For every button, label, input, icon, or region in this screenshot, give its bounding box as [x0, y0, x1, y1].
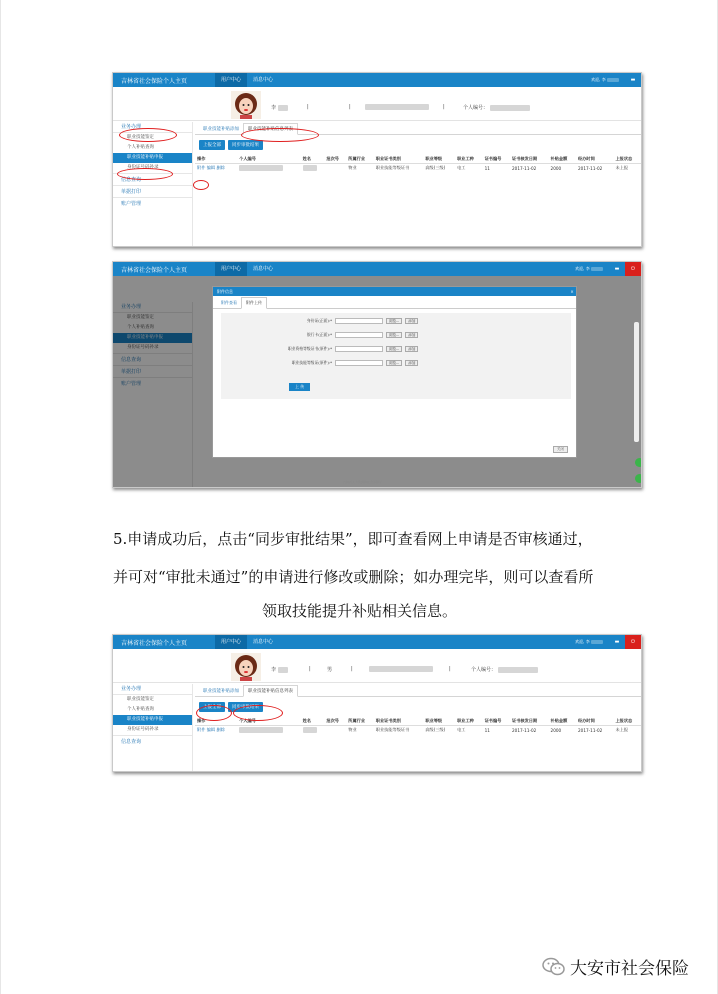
- screenshot-2: [112, 261, 642, 488]
- add-button[interactable]: 添加: [405, 360, 418, 366]
- nav-user-center[interactable]: 用户中心: [215, 262, 247, 276]
- browse-button[interactable]: 浏览...: [386, 332, 402, 338]
- menu-info-query[interactable]: 信息查询: [113, 735, 192, 747]
- profile-sep: |: [443, 104, 445, 110]
- profile-sep: |: [309, 666, 311, 672]
- user-menu[interactable]: 欢迎, 李: [569, 266, 609, 272]
- edit-link[interactable]: 编辑: [206, 165, 216, 170]
- sync-button[interactable]: 同步审批结果: [228, 140, 263, 150]
- profile-sep: |: [307, 104, 309, 110]
- browse-button[interactable]: 浏览...: [386, 346, 402, 352]
- site-title: 吉林省社会保险个人主页: [121, 77, 188, 85]
- th: 证书编号: [483, 155, 510, 164]
- report-all-button[interactable]: 上报全部: [199, 140, 225, 150]
- menu-business[interactable]: 业务办理: [113, 684, 192, 695]
- th: 职业证书类别: [374, 155, 424, 164]
- profile-bar: [113, 649, 641, 683]
- profile-id-blur: [365, 104, 429, 111]
- sub-item[interactable]: 身份证号码补录: [127, 345, 159, 350]
- file-input[interactable]: [335, 360, 383, 366]
- delete-link[interactable]: 删除: [216, 727, 225, 732]
- th: 证书核发日期: [510, 717, 549, 726]
- th: 职业证书类别: [374, 717, 424, 726]
- power-icon[interactable]: ⏻: [625, 635, 641, 649]
- instruction-line-1: 5.申请成功后，点击“同步审批结果”，即可查看网上申请是否审核通过，: [113, 530, 593, 548]
- profile-gender: 男: [327, 667, 333, 673]
- close-button[interactable]: 关闭: [553, 446, 568, 453]
- nav-user-center[interactable]: 用户中心: [215, 635, 247, 649]
- site-title: 吉林省社会保险个人主页: [121, 639, 188, 647]
- th: 所属行业: [346, 155, 373, 164]
- th: 经办时间: [576, 155, 613, 164]
- th: 证书核发日期: [510, 155, 549, 164]
- menu-print[interactable]: 单据打印: [113, 185, 192, 197]
- profile-sep: |: [349, 104, 351, 110]
- data-table: [195, 155, 641, 172]
- tab-apply[interactable]: 职业技能补贴添加: [203, 127, 239, 132]
- screenshot-1: [112, 72, 642, 247]
- cell: 2000: [550, 727, 562, 733]
- th: 补贴金额: [549, 717, 576, 726]
- profile-bar: [113, 87, 641, 121]
- avatar: [231, 653, 261, 681]
- field-label: 身份证(正面):*: [306, 318, 332, 323]
- menu-account[interactable]: 账户管理: [113, 197, 192, 209]
- user-menu[interactable]: 欢迎, 李: [585, 77, 625, 83]
- cell: 未上报: [615, 727, 629, 732]
- screenshot-3: [112, 634, 642, 772]
- tab-list[interactable]: 职业技能补贴信息列表: [243, 123, 298, 135]
- tab-attach-view[interactable]: 附件查看: [221, 300, 237, 305]
- profile-id-blur: [369, 666, 433, 673]
- close-icon[interactable]: ×: [570, 289, 574, 294]
- scrollbar[interactable]: [634, 322, 639, 442]
- nav-messages[interactable]: 消息中心: [253, 639, 274, 645]
- nav-messages[interactable]: 消息中心: [253, 77, 274, 83]
- menu-icon[interactable]: ▬: [630, 77, 636, 83]
- cell: 未上报: [615, 165, 629, 170]
- menu-business[interactable]: 业务办理: [113, 122, 192, 133]
- top-bar: [113, 73, 641, 87]
- menu-account[interactable]: 账户管理: [113, 377, 192, 389]
- add-button[interactable]: 添加: [405, 346, 418, 352]
- sub-item[interactable]: 个人补贴查询: [127, 707, 154, 712]
- cell: 2017-11-02: [512, 165, 537, 171]
- upload-row: [241, 359, 421, 367]
- menu-print[interactable]: 单据打印: [113, 365, 192, 377]
- cell: 11: [484, 727, 490, 733]
- file-input[interactable]: [335, 346, 383, 352]
- highlight-oval: [233, 705, 283, 721]
- th: 个人编号: [237, 155, 300, 164]
- sub-item[interactable]: 职业技能鉴定: [127, 135, 154, 140]
- content: [195, 684, 641, 771]
- th: 职业工种: [455, 717, 482, 726]
- profile-name: 李: [271, 666, 288, 673]
- menu-icon[interactable]: ▬: [614, 639, 620, 645]
- th: 证书编号: [483, 717, 510, 726]
- modal-header: [213, 287, 576, 296]
- sub-item-active[interactable]: 职业技能补贴申报: [113, 153, 192, 163]
- cell: 2017-11-02: [578, 727, 603, 733]
- file-input[interactable]: [335, 318, 383, 324]
- profile-number: 个人编号：: [463, 104, 530, 111]
- cell: 电工: [457, 165, 466, 170]
- edit-link[interactable]: 编辑: [206, 727, 216, 732]
- highlight-oval: [193, 180, 209, 190]
- th: 经办时间: [576, 717, 613, 726]
- profile-sep: |: [449, 666, 451, 672]
- source-watermark: [542, 954, 689, 979]
- add-button[interactable]: 添加: [405, 332, 418, 338]
- field-label: 银行卡(正面):*: [306, 332, 332, 337]
- sidebar: [113, 684, 193, 771]
- top-bar: [113, 262, 641, 276]
- cell: 高级(三级): [425, 727, 446, 732]
- th: 补贴金额: [549, 155, 576, 164]
- table-row: [195, 726, 641, 735]
- upload-panel: [221, 313, 571, 399]
- tab-attach-upload[interactable]: 附件上传: [241, 297, 267, 309]
- th: 职业工种: [455, 155, 482, 164]
- th: 上报状态: [613, 717, 641, 726]
- sub-item[interactable]: 身份证号码补录: [127, 727, 159, 732]
- th: 姓名: [301, 155, 325, 164]
- cell: 2000: [550, 165, 562, 171]
- sub-item-active[interactable]: 职业技能补贴申报: [113, 715, 192, 725]
- wechat-icon: [542, 957, 566, 977]
- nav-user-center[interactable]: 用户中心: [215, 73, 247, 87]
- cell: 11: [484, 165, 490, 171]
- highlight-oval: [241, 128, 319, 142]
- cell: 物业: [348, 165, 357, 170]
- th: 所属行业: [346, 717, 373, 726]
- profile-name: 李: [271, 104, 288, 111]
- table-header: [195, 155, 641, 164]
- add-button[interactable]: 添加: [405, 318, 418, 324]
- report-all-button[interactable]: 上报全部: [199, 702, 225, 712]
- sub-item[interactable]: 职业技能鉴定: [127, 697, 154, 702]
- profile-number: 个人编号：: [471, 666, 538, 673]
- sub-item[interactable]: 身份证号码补录: [127, 165, 159, 170]
- th: 职业等级: [423, 717, 455, 726]
- cell: 2017-11-02: [512, 727, 537, 733]
- cell: 物业: [348, 727, 357, 732]
- field-label: 职业技能等级证(原件):*: [291, 360, 332, 365]
- upload-row: [241, 345, 421, 353]
- cell: 高级(三级): [425, 165, 446, 170]
- modal-title: 附件信息: [217, 289, 233, 294]
- footer-note: 吉林省人力资源和社会保障厅: [343, 480, 383, 484]
- menu-info-query[interactable]: 信息查询: [113, 353, 192, 365]
- highlight-oval: [196, 705, 232, 721]
- nav-messages[interactable]: 消息中心: [253, 266, 274, 272]
- sub-item[interactable]: 个人补贴查询: [127, 145, 154, 150]
- attach-link[interactable]: 附件: [197, 727, 206, 732]
- field-label: 职业资格等级证书(原件):*: [287, 346, 332, 351]
- tab-apply[interactable]: 职业技能补贴添加: [203, 689, 239, 694]
- upload-row: [241, 317, 421, 325]
- highlight-oval: [119, 128, 177, 142]
- tab-list[interactable]: 职业技能补贴信息列表: [243, 685, 298, 697]
- th: 职业等级: [423, 155, 455, 164]
- source-name: 大安市社会保险: [570, 959, 689, 979]
- browse-button[interactable]: 浏览...: [386, 318, 402, 324]
- th: 批次号: [324, 155, 346, 164]
- th: 上报状态: [613, 155, 641, 164]
- th: 个人编号: [237, 717, 300, 726]
- attachment-modal: [212, 286, 577, 458]
- th: 批次号: [324, 717, 346, 726]
- instruction-line-3: 领取技能提升补贴相关信息。: [262, 602, 458, 620]
- cell: 电工: [457, 727, 466, 732]
- table-row: [195, 164, 641, 173]
- cell: 职业技能等级证书: [375, 727, 410, 732]
- browse-button[interactable]: 浏览...: [386, 360, 402, 366]
- menu-icon[interactable]: ▬: [614, 266, 620, 272]
- th: 操作: [195, 155, 237, 164]
- attach-link[interactable]: 附件: [197, 165, 206, 170]
- file-input[interactable]: [335, 332, 383, 338]
- upload-row: [241, 331, 421, 339]
- float-icon[interactable]: [635, 474, 642, 483]
- power-icon[interactable]: ⏻: [625, 262, 641, 276]
- menu-info-query[interactable]: 信息查询: [113, 173, 192, 185]
- instruction-line-2: 并可对“审批未通过”的申请进行修改或删除；如办理完毕，则可以查看所: [113, 568, 594, 586]
- cell: 2017-11-02: [578, 165, 603, 171]
- site-title: 吉林省社会保险个人主页: [121, 266, 188, 274]
- profile-sep: |: [351, 666, 353, 672]
- user-menu[interactable]: 欢迎, 李: [569, 639, 609, 645]
- th: 操作: [195, 717, 237, 726]
- menu-business[interactable]: 业务办理: [113, 302, 192, 313]
- upload-button[interactable]: 上 传: [289, 383, 310, 391]
- th: 姓名: [301, 717, 325, 726]
- float-icon[interactable]: [635, 458, 642, 467]
- sub-item[interactable]: 个人补贴查询: [127, 325, 154, 330]
- delete-link[interactable]: 删除: [216, 165, 225, 170]
- cell: 职业技能等级证书: [375, 165, 410, 170]
- sub-item[interactable]: 职业技能鉴定: [127, 315, 154, 320]
- sub-item-active[interactable]: 职业技能补贴申报: [113, 333, 192, 343]
- avatar: [231, 91, 261, 119]
- highlight-oval: [117, 168, 173, 180]
- sync-button[interactable]: 同步审批结果: [228, 702, 263, 712]
- top-bar: [113, 635, 641, 649]
